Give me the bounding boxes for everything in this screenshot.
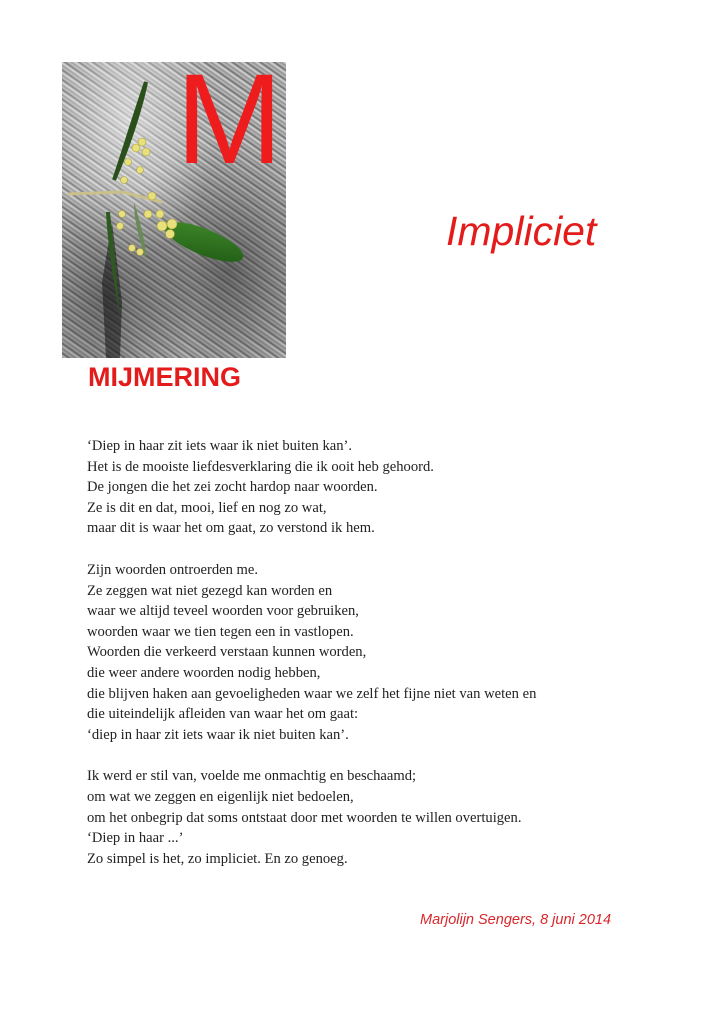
poem-line: om wat we zeggen en eigenlijk niet bedoelen, (87, 788, 354, 805)
poem-line: maar dit is waar het om gaat, zo verstond ik hem. (87, 520, 375, 537)
poem-line: ‘diep in haar zit iets waar ik niet buiten kan’. (87, 726, 349, 743)
poem-line: waar we altijd teveel woorden voor gebruiken, (87, 603, 359, 620)
poem-line: die weer andere woorden nodig hebben, (87, 664, 321, 681)
stanza-2 (87, 560, 647, 745)
stanza-1 (87, 436, 647, 539)
section-heading: MIJMERING (88, 362, 242, 392)
poem-line: Zijn woorden ontroerden me. (87, 561, 259, 578)
poem-line: Woorden die verkeerd verstaan kunnen worden, (87, 644, 367, 661)
poem-title: Impliciet (446, 208, 597, 254)
poem-line: die blijven haken aan gevoeligheden waar we zelf het fijne niet van weten en (87, 685, 537, 702)
stanza-3 (87, 766, 647, 869)
poem-line: Zo simpel is het, zo impliciet. En zo genoeg. (87, 850, 348, 867)
poem-line: Het is de mooiste liefdesverklaring die ik ooit heb gehoord. (87, 458, 434, 475)
author-signature: Marjolijn Sengers, 8 juni 2014 (420, 912, 612, 928)
poem-line: Ze zeggen wat niet gezegd kan worden en (87, 582, 333, 599)
poem-line: Ik werd er stil van, voelde me onmachtig en beschaamd; (87, 768, 417, 785)
decorative-initial-letter: M (176, 48, 281, 191)
poem-line: ‘Diep in haar ...’ (87, 830, 184, 847)
poem-line: ‘Diep in haar zit iets waar ik niet buiten kan’. (87, 438, 353, 454)
poem-line: De jongen die het zei zocht hardop naar woorden. (87, 479, 378, 496)
poem-line: woorden waar we tien tegen een in vastlopen. (87, 623, 354, 640)
poem-line: die uiteindelijk afleiden van waar het om gaat: (87, 706, 359, 723)
poem-line: Ze is dit en dat, mooi, lief en nog zo wat, (87, 499, 327, 516)
poem-line: om het onbegrip dat soms ontstaat door met woorden te willen overtuigen. (87, 809, 522, 826)
poem-body (87, 436, 647, 890)
